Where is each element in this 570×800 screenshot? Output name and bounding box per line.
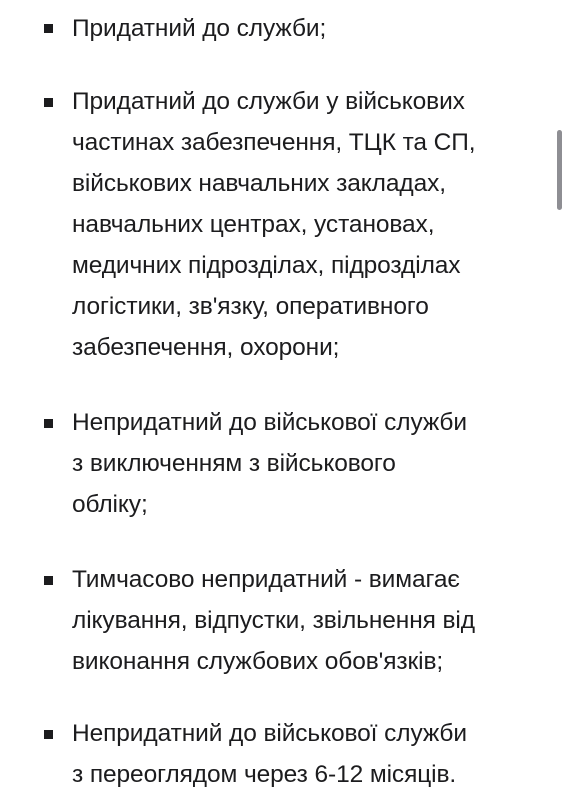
text-line: навчальних центрах, установах, (72, 211, 435, 238)
text-line: військових навчальних закладах, (72, 170, 446, 197)
list-item-text (72, 81, 542, 368)
text-line: Придатний до служби; (72, 15, 327, 42)
bullet-square-icon (44, 730, 53, 739)
scrollbar-thumb[interactable] (557, 130, 562, 210)
bullet-square-icon (44, 419, 53, 428)
list-item-text (72, 713, 542, 795)
list-item-text (72, 8, 542, 49)
text-line: Непридатний до військової служби (72, 409, 467, 436)
text-line: обліку; (72, 491, 148, 518)
text-line: медичних підрозділах, підрозділах (72, 252, 461, 279)
text-line: забезпечення, охорони; (72, 334, 340, 361)
text-line: Непридатний до військової служби (72, 720, 467, 747)
text-line: лікування, відпустки, звільнення від (72, 607, 475, 634)
text-line: з виключенням з військового (72, 450, 396, 477)
list-item-text (72, 559, 542, 682)
text-line: Придатний до служби у військових (72, 88, 465, 115)
text-line: логістики, зв'язку, оперативного (72, 293, 429, 320)
bullet-square-icon (44, 576, 53, 585)
bullet-square-icon (44, 24, 53, 33)
text-line: Тимчасово непридатний - вимагає (72, 566, 460, 593)
text-line: виконання службових обов'язків; (72, 648, 444, 675)
bullet-square-icon (44, 98, 53, 107)
text-line: з переоглядом через 6-12 місяців. (72, 761, 457, 788)
text-line: частинах забезпечення, ТЦК та СП, (72, 129, 476, 156)
list-item-text (72, 402, 542, 525)
